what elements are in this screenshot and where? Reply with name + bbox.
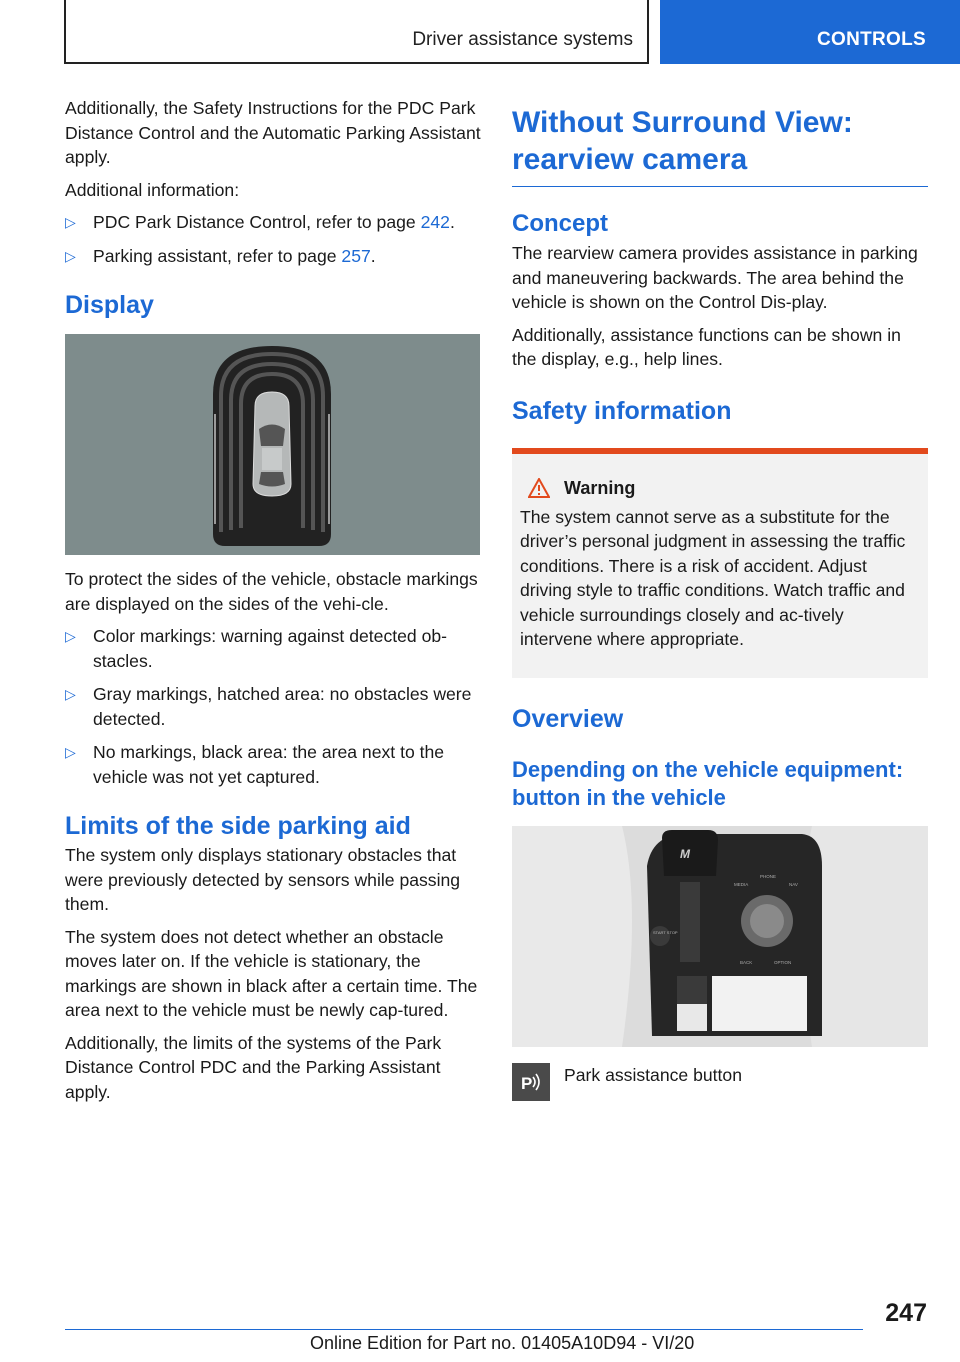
bullet-triangle-icon: ▷ xyxy=(65,744,76,760)
concept-paragraph-2: Additionally, assistance functions can be shown in the display, e.g., help lines. xyxy=(512,324,901,369)
page-link[interactable]: 242 xyxy=(420,212,450,232)
left-column xyxy=(65,96,483,1112)
phone-label: PHONE xyxy=(760,873,777,879)
nav-label: NAV xyxy=(789,881,798,887)
warning-box xyxy=(512,448,928,678)
warning-title: Warning xyxy=(564,477,636,498)
header-chapter-tab[interactable] xyxy=(660,0,960,64)
back-label: BACK xyxy=(740,959,753,965)
page-number: 247 xyxy=(885,1299,927,1327)
media-label: MEDIA xyxy=(734,881,749,887)
limits-paragraph-3: Additionally, the limits of the systems of the Park Distance Control PDC and the Parking Assistant apply. xyxy=(65,1032,442,1102)
button-caption: Park assistance button xyxy=(564,1064,742,1085)
header-section-title: Driver assistance systems xyxy=(412,29,633,50)
button-location-heading: Depending on the vehicle equipment: button in the vehicle xyxy=(512,756,904,810)
limits-paragraph-1: The system only displays stationary obstacles that were previously detected by sensors while passing them. xyxy=(65,845,461,914)
section-title: Without Surround View: rearview camera xyxy=(512,106,853,176)
list-item: ▷ PDC Park Distance Control, refer to page 242. xyxy=(65,210,483,235)
concept-paragraph-1: The rearview camera provides assistance in parking and maneuvering backwards. The area behind the vehicle is shown on the Control Dis-play. xyxy=(512,243,918,312)
footer-rule xyxy=(65,1329,863,1330)
header-section-tab xyxy=(64,0,649,64)
bullet-triangle-icon: ▷ xyxy=(65,686,76,702)
overview-heading: Overview xyxy=(512,704,624,733)
header-chapter-title: CONTROLS xyxy=(816,29,926,50)
bullet-triangle-icon: ▷ xyxy=(65,628,76,644)
center-console-illustration xyxy=(512,826,928,1047)
button-legend xyxy=(512,1063,928,1101)
limits-paragraph-2: The system does not detect whether an obstacle moves later on. If the vehicle is stationary, the markings are shown in black after a certain time. The area next to the vehicle must be newly cap-tured. xyxy=(65,926,478,1020)
warning-triangle-icon xyxy=(528,478,550,498)
page-link[interactable]: 257 xyxy=(341,245,371,266)
display-heading: Display xyxy=(65,291,154,319)
limits-heading: Limits of the side parking aid xyxy=(65,812,411,840)
safety-heading: Safety information xyxy=(512,396,732,425)
bullet-triangle-icon: ▷ xyxy=(65,247,76,264)
side-parking-display-image xyxy=(65,334,480,555)
concept-heading: Concept xyxy=(512,210,608,237)
title-rule xyxy=(512,186,928,187)
start-stop-label: START STOP xyxy=(653,929,678,935)
list-item: ▷ Parking assistant, refer to page 257. xyxy=(65,244,483,269)
right-column xyxy=(512,104,928,1101)
list-item: ▷ Color markings: warning against detected ob-stacles. xyxy=(65,626,448,671)
list-item: ▷ No markings, black area: the area next to the vehicle was not yet captured. xyxy=(65,742,445,787)
additional-info-label: Additional information: xyxy=(65,179,240,200)
footer-edition: Online Edition for Part no. 01405A10D94 - VI/20 xyxy=(310,1333,695,1353)
markings-list xyxy=(65,624,483,789)
list-item: ▷ Gray markings, hatched area: no obstacles were detected. xyxy=(65,684,472,729)
park-assistance-button-icon xyxy=(512,1063,550,1101)
parking-markings-illustration xyxy=(65,334,480,555)
svg-text:P: P xyxy=(521,1073,533,1093)
display-paragraph: To protect the sides of the vehicle, obstacle markings are displayed on the sides of the vehi-cle. xyxy=(65,569,478,614)
intro-paragraph: Additionally, the Safety Instructions for the PDC Park Distance Control and the Automatic Parking Assistant apply. xyxy=(65,98,481,167)
reference-list xyxy=(65,210,483,268)
warning-text: The system cannot serve as a substitute for the driver’s personal judgment in assessing the traffic conditions. There is a risk of accident. Adjust driving style to traffic conditions. Watch traffic and vehicle surroundings closely and ac-tively intervene where appropriate. xyxy=(520,506,906,649)
bullet-triangle-icon: ▷ xyxy=(65,214,76,230)
center-console-image xyxy=(512,826,928,1047)
option-label: OPTION xyxy=(774,959,792,965)
warning-header xyxy=(528,478,920,499)
brand-logo: M xyxy=(680,846,690,861)
